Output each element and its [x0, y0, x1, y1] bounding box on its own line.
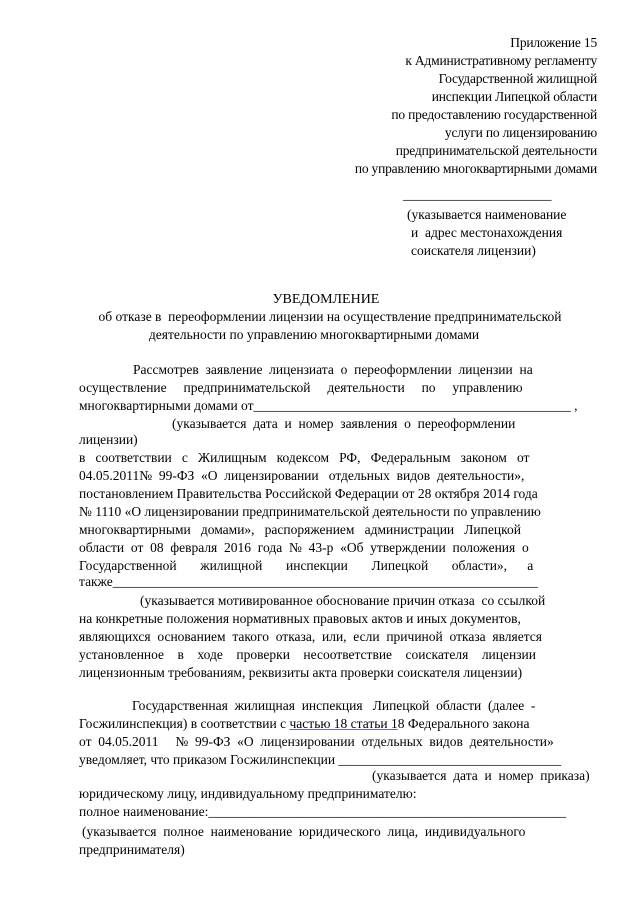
appendix-line: к Административному регламенту [405, 53, 597, 68]
appendix-line: услуги по лицензированию [444, 125, 597, 140]
addressee-hint-line: и адрес местонахождения [411, 225, 563, 240]
para-line: осуществление предпринимательской деятельности по управлению [79, 380, 523, 395]
para-text: Госжилинспекция) в соответствии с [79, 716, 290, 731]
para-line: юридическому лицу, индивидуальному предпринимателю: [79, 786, 417, 801]
appendix-line: по предоставлению государственной [391, 107, 597, 122]
para-line: (указывается дата и номер приказа) [372, 768, 590, 783]
para-line: (указывается дата и номер заявления о переоформлении [172, 416, 516, 431]
appendix-line: Государственной жилищной [438, 71, 597, 86]
page-title: УВЕДОМЛЕНИЕ [272, 292, 380, 307]
law-reference-link[interactable]: частью 18 статьи 1 [289, 716, 398, 731]
para-text: 8 Федерального закона [397, 716, 530, 731]
para-line: на конкретные положения нормативных правовых актов и иных документов, [79, 611, 521, 626]
para-line: № 1110 «О лицензировании предпринимательской деятельности по управлению [79, 504, 541, 519]
para-line: полное наименование:_____________________________________________________ [79, 804, 567, 819]
title-subline: об отказе в переоформлении лицензии на осуществление предпринимательской [98, 309, 562, 324]
title-subline: деятельности по управлению многоквартирными домами [148, 327, 480, 342]
para-line: установленное в ходе проверки несоответствие соискателя лицензии [79, 647, 537, 662]
para-line: многоквартирными домами от_______________________________________________ , [79, 398, 578, 413]
para-line: (указывается полное наименование юридического лица, индивидуального [82, 824, 526, 839]
para-line: в соответствии с Жилищным кодексом РФ, Федеральным законом от [79, 450, 530, 465]
appendix-line: Приложение 15 [510, 35, 597, 50]
para-line: постановлением Правительства Российской Федерации от 28 октября 2014 года [79, 486, 538, 501]
para-line: лицензии) [79, 432, 138, 447]
addressee-hint-line: соискателя лицензии) [411, 243, 536, 258]
addressee-blank-line: ______________________ [403, 187, 552, 202]
para-line [79, 715, 599, 732]
appendix-line: по управлению многоквартирными домами [354, 161, 597, 176]
para-line: уведомляет, что приказом Госжилинспекции _________________________________ [79, 752, 562, 767]
para-line: области от 08 февраля 2016 года № 43-р «Об утверждении положения о [79, 540, 529, 555]
para-line: Государственной жилищной инспекции Липецкой области», а [79, 558, 534, 573]
appendix-line: инспекции Липецкой области [431, 89, 597, 104]
appendix-line: предпринимательской деятельности [395, 143, 597, 158]
para-line: 04.05.2011№ 99-ФЗ «О лицензировании отдельных видов деятельности», [79, 468, 525, 483]
para-line: от 04.05.2011 № 99-ФЗ «О лицензировании отдельных видов деятельности» [79, 734, 554, 749]
para-line: лицензионным требованиям, реквизиты акта проверки соискателя лицензии) [79, 665, 523, 680]
para-line: Рассмотрев заявление лицензиата о переоформлении лицензии на [133, 362, 533, 377]
para-line: Государственная жилищная инспекция Липецкой области (далее - [132, 698, 536, 713]
para-line: также_______________________________________________________________ [79, 574, 539, 589]
para-line: являющихся основанием такого отказа, или, если причиной отказа является [79, 629, 543, 644]
para-line: предпринимателя) [79, 842, 185, 857]
para-line: (указывается мотивированное обоснование причин отказа со ссылкой [140, 593, 546, 608]
para-line: многоквартирными домами», распоряжением администрации Липецкой [79, 522, 521, 537]
addressee-hint-line: (указывается наименование [407, 207, 567, 222]
